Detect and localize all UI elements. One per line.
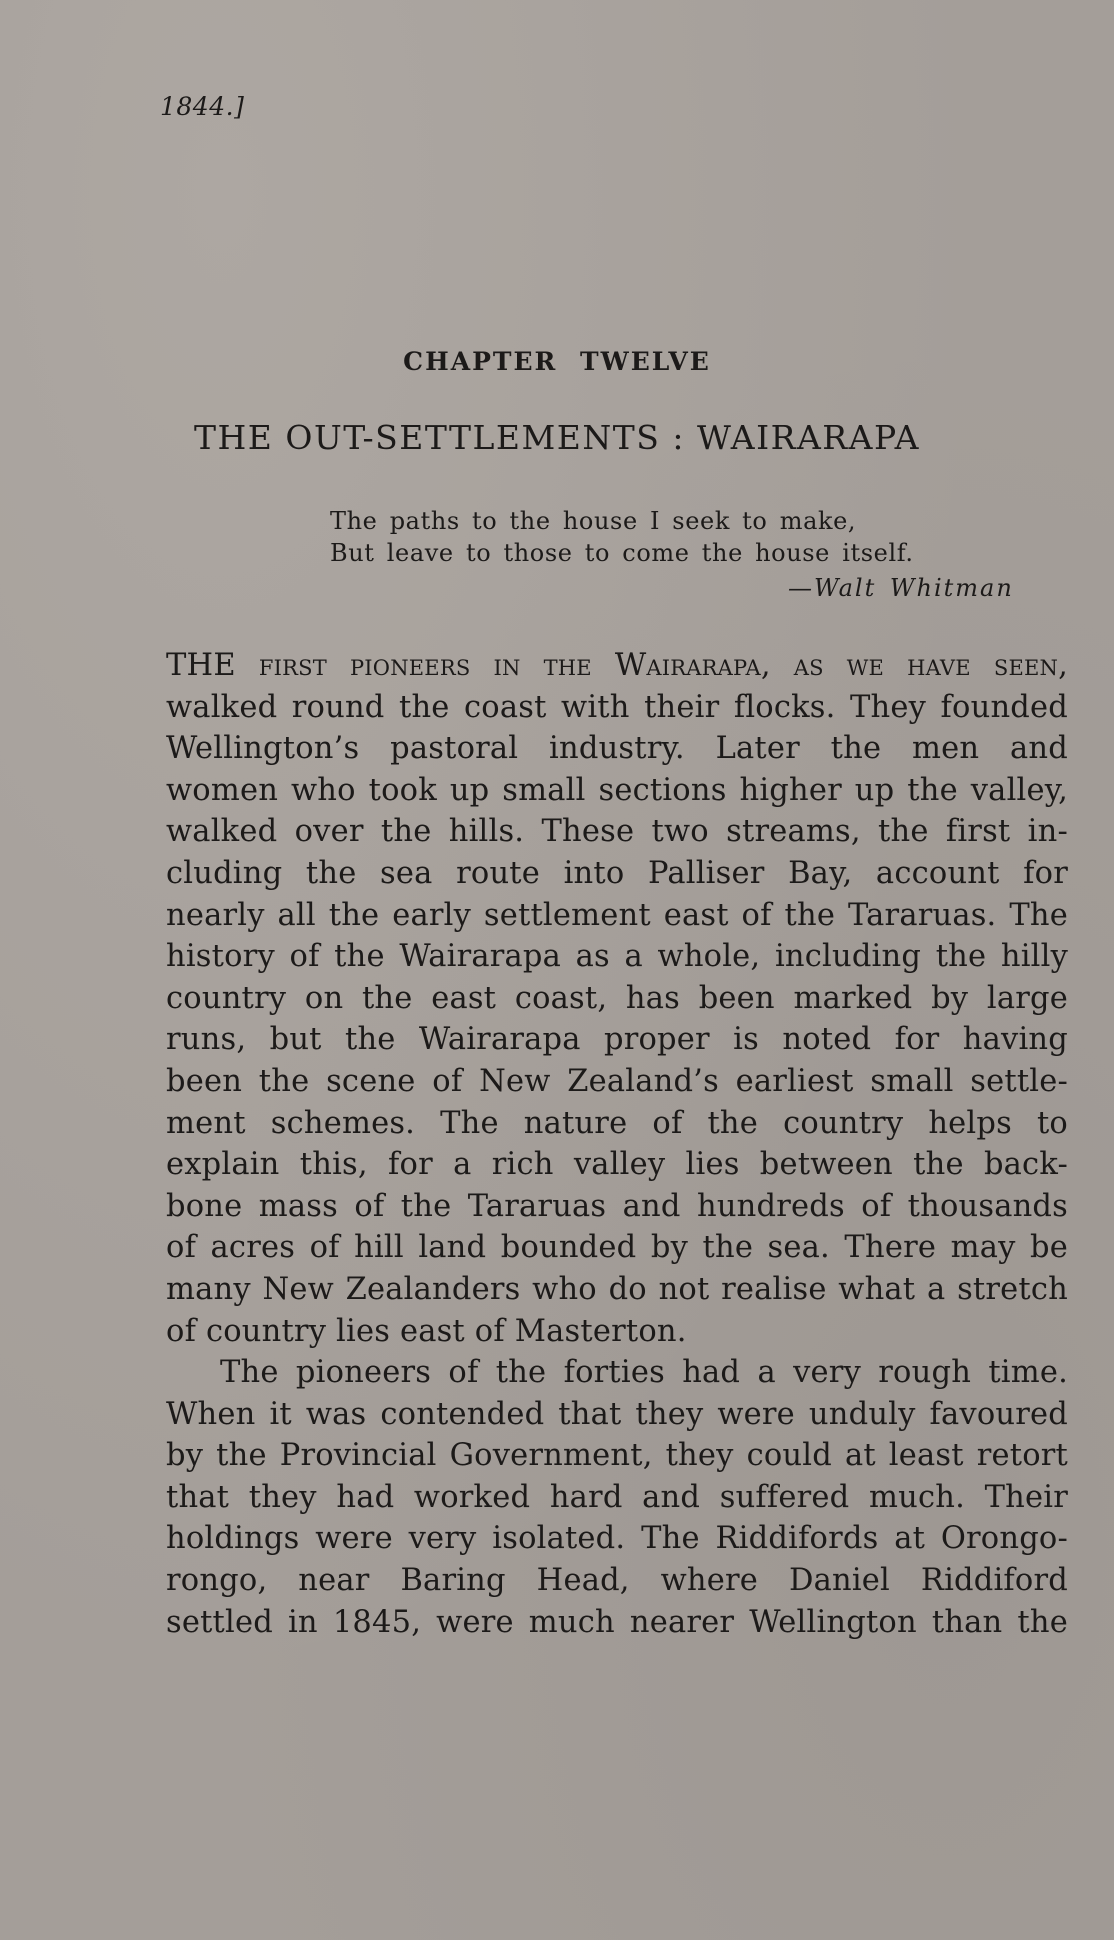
paragraph-1-line: women who took up small sections higher up the valley, [166, 772, 1068, 808]
paragraph-2-line: rongo, near Baring Head, where Daniel Riddiford [166, 1563, 1068, 1599]
paragraph-2-line: When it was contended that they were unduly favoured [166, 1396, 1068, 1432]
paragraph-2-line: that they had worked hard and suffered much. Their [166, 1479, 1068, 1515]
epigraph-line: The paths to the house I seek to make, [330, 507, 857, 535]
paragraph-1-line: of acres of hill land bounded by the sea. There may be [166, 1230, 1068, 1266]
body-text [166, 645, 1068, 1643]
chapter-title: THE OUT-SETTLEMENTS : WAIRARAPA [194, 418, 920, 457]
paragraph-1-line: cluding the sea route into Palliser Bay, account for [166, 855, 1068, 891]
paragraph-1-line: many New Zealanders who do not realise what a stretch [166, 1271, 1068, 1307]
paragraph-1-line: history of the Wairarapa as a whole, including the hilly [166, 939, 1068, 975]
paragraph-1-line: THE first pioneers in the Wairarapa, as we have seen, [166, 648, 1068, 683]
paragraph-1-line: country on the east coast, has been marked by large [166, 980, 1068, 1016]
paragraph-2-line: holdings were very isolated. The Riddifords at Orongo- [166, 1521, 1068, 1557]
epigraph-line: But leave to those to come the house itself. [330, 539, 914, 567]
paragraph-2-line: settled in 1845, were much nearer Wellington than the [166, 1604, 1068, 1640]
epigraph [330, 505, 1014, 604]
paragraph-1-line: ment schemes. The nature of the country helps to [166, 1105, 1068, 1141]
chapter-number: CHAPTER TWELVE [403, 347, 711, 376]
paragraph-1-line: nearly all the early settlement east of the Tararuas. The [166, 897, 1068, 933]
paragraph-1-line: explain this, for a rich valley lies between the back- [166, 1147, 1068, 1183]
paragraph-2-line: by the Provincial Government, they could at least retort [166, 1438, 1068, 1474]
paragraph-1-line: been the scene of New Zealand’s earliest small settle- [166, 1063, 1068, 1099]
paragraph-1-line: walked round the coast with their flocks. They founded [166, 689, 1068, 725]
paragraph-1-line: Wellington’s pastoral industry. Later the men and [166, 731, 1068, 767]
paragraph-2-line: The pioneers of the forties had a very rough time. [220, 1355, 1068, 1391]
paragraph-1-line: runs, but the Wairarapa proper is noted for having [166, 1022, 1068, 1058]
running-head: 1844.] [160, 92, 245, 121]
paragraph-1-line: of country lies east of Masterton. [166, 1313, 687, 1349]
paragraph-1-line: walked over the hills. These two streams, the first in- [166, 814, 1068, 850]
epigraph-attribution: —Walt Whitman [788, 574, 1014, 602]
paragraph-1-line: bone mass of the Tararuas and hundreds of thousands [166, 1188, 1068, 1224]
